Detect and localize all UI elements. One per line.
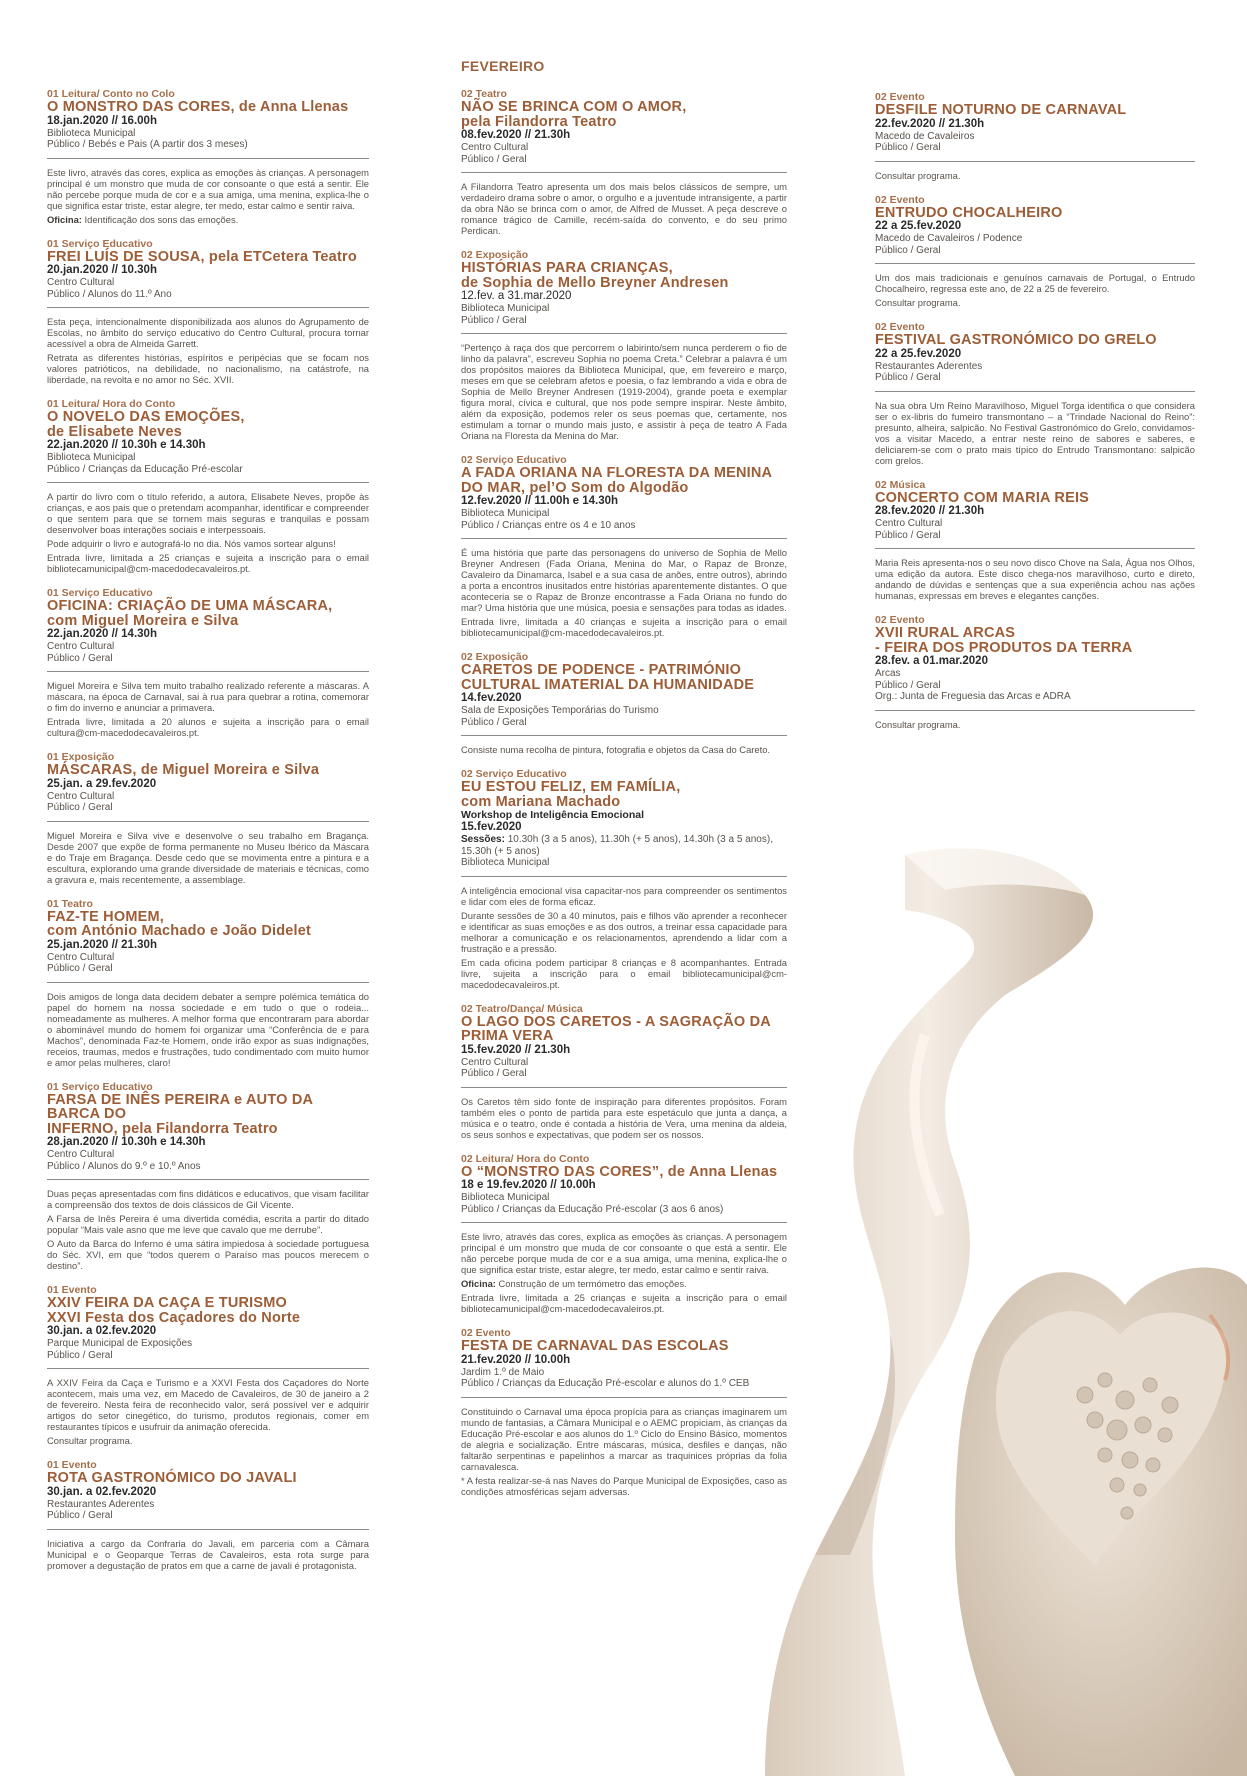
description-paragraph: Em cada oficina podem participar 8 crianças e 8 acompanhantes. Entrada livre, sujeita a inscrição para o email bibliotecamunicipal@cm-macedodecavaleiros.pt. [461,956,787,990]
event-title: CARETOS DE PODENCE - PATRIMÓNIO [461,662,742,678]
divider [875,263,1195,264]
event-title: O NOVELO DAS EMOÇÕES, [47,409,245,425]
event-title: XXIV FEIRA DA CAÇA E TURISMO [47,1295,288,1311]
description-paragraph: Pode adquirir o livro e autografá-lo no dia. Nós vamos sortear alguns! [47,538,336,549]
event-info: Público / Geral [47,1349,113,1361]
event-entry [875,614,1195,730]
description-paragraph: * A festa realizar-se-á nas Naves do Parque Municipal de Exposições, caso as condições atmosféricas sejam adversas. [461,1474,787,1497]
event-title: CULTURAL IMATERIAL DA HUMANIDADE [461,676,755,693]
event-description [461,1406,787,1497]
event-title: ENTRUDO CHOCALHEIRO [875,204,1063,221]
event-date: 28.fev. a 01.mar.2020 [875,655,988,667]
event-title: OFICINA: CRIAÇÃO DE UMA MÁSCARA, [47,598,333,614]
event-date: 12.fev.2020 // 11.00h e 14.30h [461,495,619,507]
divider [461,538,787,539]
event-title: INFERNO, pela Filandorra Teatro [47,1120,278,1137]
divider [47,671,369,672]
event-info: Biblioteca Municipal [461,508,550,519]
oficina-label: Oficina: [461,1278,496,1289]
description-paragraph: A inteligência emocional visa capacitar-nos para compreender os sentimentos e lidar com eles de forma eficaz. [461,884,787,907]
event-title: FARSA DE INÊS PEREIRA e AUTO DA BARCA DO [47,1091,313,1122]
oficina-note [47,214,369,225]
event-title: EU ESTOU FELIZ, EM FAMÍLIA, [461,779,681,795]
event-category: 01 Evento [47,1284,97,1296]
event-info: Centro Cultural [47,790,115,802]
event-description [47,1538,369,1571]
divider [875,710,1195,711]
description-paragraph: Constituindo o Carnaval uma época propícia para as crianças imaginarem um mundo de fantasias, a Câmara Municipal e o AEMC propiciam, às crianças da Educação Pré-escolar e aos alunos do 1.º Ciclo do Ensino Básico, momentos de alegria e socialização. Entre máscaras, música, desfiles e danças, não faltarão serpentinas e papelinhos a marcar as traquinices próprias da folia carnavalesca. [461,1405,787,1472]
event-description [47,167,369,225]
event-title: DESFILE NOTURNO DE CARNAVAL [875,102,1127,118]
event-info: Jardim 1.º de Maio [461,1366,545,1378]
event-date: 15.fev.2020 [461,821,522,833]
event-entry [47,898,369,1068]
event-title: HISTÓRIAS PARA CRIANÇAS, [461,260,673,276]
event-info: Público / Crianças da Educação Pré-escolar e alunos do 1.º CEB [461,1378,750,1389]
divider [461,1087,787,1088]
event-info: Restaurantes Aderentes [47,1498,155,1510]
event-info: Biblioteca Municipal [47,452,136,463]
event-info: Arcas [875,668,901,679]
event-entry [461,651,787,755]
divider [47,482,369,483]
event-description [47,1188,369,1271]
event-title: de Elisabete Neves [47,423,182,440]
event-title: com Mariana Machado [461,793,621,810]
event-category: 02 Leitura/ Hora do Conto [461,1152,590,1165]
event-title: DO MAR, pel’O Som do Algodão [461,479,689,496]
event-title: XXVI Festa dos Caçadores do Norte [47,1309,301,1326]
event-info: Público / Geral [47,652,113,664]
event-date: 22.fev.2020 // 21.30h [875,117,985,130]
event-entry [47,1081,369,1272]
event-info: Biblioteca Municipal [461,857,550,868]
event-title: - FEIRA DOS PRODUTOS DA TERRA [875,639,1133,656]
divider [875,548,1195,549]
event-title: pela Filandorra Teatro [461,113,617,130]
event-date: 22.jan.2020 // 14.30h [47,628,157,640]
event-category: 02 Serviço Educativo [461,454,567,466]
event-title: O MONSTRO DAS CORES, de Anna Llenas [47,99,349,115]
event-entry [461,454,787,638]
description-paragraph: Consultar programa. [875,718,961,730]
divider [461,1222,787,1223]
event-info: Público / Crianças entre os 4 e 10 anos [461,519,636,531]
event-date: 22 a 25.fev.2020 [875,220,962,232]
event-entry [461,249,787,441]
event-entry [47,751,369,885]
description-paragraph: A partir do livro com o título referido, a autora, Elisabete Neves, propõe às crianças, e aos pais que o pretendam acompanhar, identificar e compreender o que sentem para que se tornem mais seguras e tranquilas e possam desenvolver boas interações sociais e interpessoais. [47,491,369,535]
event-date: 20.jan.2020 // 10.30h [47,264,157,276]
event-date: 30.jan. a 02.fev.2020 [47,1325,157,1337]
event-date: 18 e 19.fev.2020 // 10.00h [461,1179,596,1191]
event-title: NÃO SE BRINCA COM O AMOR, [461,99,687,115]
description-paragraph: Retrata as diferentes histórias, espíritos e peripécias que se focam nos valores patrióticos, na debilidade, no nacionalismo, na catástrofe, na liberdade, na revolta e no amor no Séc. XVII. [47,352,369,385]
event-date: 28.fev.2020 // 21.30h [875,505,985,517]
description-paragraph: Entrada livre, limitada a 40 crianças e sujeita a inscrição para o email bibliotecamunicipal@cm-macedodecavaleiros.pt. [461,616,787,638]
event-description [875,272,1195,308]
event-info: Público / Crianças da Educação Pré-escolar (3 aos 6 anos) [461,1203,724,1215]
event-title: O “MONSTRO DAS CORES”, de Anna Llenas [461,1163,778,1180]
event-description [461,1231,787,1314]
event-date: 30.jan. a 02.fev.2020 [47,1485,157,1498]
divider [461,1397,787,1398]
event-info: Público / Bebés e Pais (A partir dos 3 meses) [47,139,248,150]
event-info: Centro Cultural [875,518,943,529]
description-paragraph: Consiste numa recolha de pintura, fotografia e objetos da Casa do Careto. [461,744,771,755]
event-category: 02 Exposição [461,249,529,261]
event-info: Público / Geral [461,716,527,728]
description-paragraph: Consultar programa. [875,169,961,181]
event-sessions [461,834,787,857]
event-description [461,1096,787,1140]
event-entry [47,88,369,225]
event-category: 01 Serviço Educativo [47,587,153,599]
event-description [875,170,1195,181]
event-info: Público / Alunos do 9.º e 10.º Anos [47,1160,201,1172]
event-category: 01 Exposição [47,751,115,763]
event-info: Centro Cultural [47,1149,115,1160]
description-paragraph: “Pertenço à raça dos que percorrem o labirinto/sem nunca perderem o fio de linho da palavra”, escreveu Sophia no poema Creta.” Celebrar a palavra é um dos propósitos maiores da Biblioteca Municipal, que, em fevereiro e março, meses em que se celebram afetos e poesia, o faz lembrando a vida e obra de Sophia de Mello Breyner Andresen (1919-2004), grande poeta e exemplar figura moral, cívica e cultural, que nos pode sempre inspirar. Neste âmbito, além da exposição, podemos reler os seus poemas que, certamente, nos estimulam a tornar o mundo mais justo, e assistir à peça de teatro A Fada Oriana na Floresta da Menina do Mar. [461,342,787,441]
event-category: 02 Serviço Educativo [461,768,567,780]
description-paragraph: Na sua obra Um Reino Maravilhoso, Miguel Torga identifica o que considera ser o ex-libris do fumeiro transmontano – a “Trindade Nacional do Reino”: presunto, alheira, salpicão. No Festival Gastronómico do Grelo, convidamos-vos a visitar Macedo, a entrar neste reino de sabores e saberes, e deliciarem-se com o prato mais típico do Entrudo Transmontano: salpicão com grelos. [875,399,1195,466]
description-paragraph: Maria Reis apresenta-nos o seu novo disco Chove na Sala, Água nos Olhos, uma edição da autora. Este disco chega-nos maravilhoso, curto e direto, andando de dúvidas e sentenças que a sua experiência achou nas ações humanas, expressas em breves e elegantes canções. [875,557,1195,601]
event-title: XVII RURAL ARCAS [875,625,1016,641]
event-date: 15.fev.2020 // 21.30h [461,1043,571,1056]
event-title: FESTA DE CARNAVAL DAS ESCOLAS [461,1338,729,1354]
description-paragraph: A Farsa de Inês Pereira é uma divertida comédia, escrita a partir do ditado popular “Mais vale asno que me leve que cavalo que me derrube”. [47,1213,369,1235]
description-paragraph: Durante sessões de 30 a 40 minutos, pais e filhos vão aprender a reconhecer e identificar as suas emoções e as dos outros, a treinar essa capacidade para melhorar a comunicação e os relacionamentos, aprendendo a lidar com a frustração e a pressão. [461,909,787,954]
event-info: Org.: Junta de Freguesia das Arcas e ADRA [875,691,1071,702]
event-info: Biblioteca Municipal [47,127,136,139]
event-info: Restaurantes Aderentes [875,360,983,372]
event-description [461,885,787,990]
marble-sculpture-image [755,835,1247,1776]
divider [47,1368,369,1369]
event-date: 08.fev.2020 // 21.30h [461,129,571,141]
event-entry [461,88,787,236]
event-date: 22 a 25.fev.2020 [875,347,962,360]
event-info: Público / Geral [47,1510,113,1521]
description-paragraph: Iniciativa a cargo da Confraria do Javali, em parceria com a Câmara Municipal e o Geoparque Terras de Cavaleiros, esta rota surge para promover a degustação de pratos em que a carne de javali é protagonista. [47,1537,369,1571]
sessions-text: 10.30h (3 a 5 anos), 11.30h (+ 5 anos), 14.30h (3 a 5 anos), 15.30h (+ 5 anos) [461,834,773,857]
event-date: 18.jan.2020 // 16.00h [47,114,157,127]
event-date: 25.jan. a 29.fev.2020 [47,777,157,790]
description-paragraph: Um dos mais tradicionais e genuínos carnavais de Portugal, o Entrudo Chocalheiro, regressa este ano, de 22 a 25 de fevereiro. [875,272,1195,294]
event-date: 22.jan.2020 // 10.30h e 14.30h [47,439,206,451]
event-info: Macedo de Cavaleiros [875,130,975,142]
divider [461,172,787,173]
description-paragraph: A Filandorra Teatro apresenta um dos mais belos clássicos de sempre, um verdadeiro drama sobre o amor, o orgulho e a juventude intransigente, a partir da obra Não se brinca com o amor, de Alfred de Musset. A peça descreve o romance trágico de Camille, recém-saída do convento, e do seu primo Perdican. [461,181,787,236]
event-entry [875,194,1195,309]
description-paragraph: Consultar programa. [47,1435,133,1446]
event-category: 02 Evento [875,321,925,333]
event-info: Parque Municipal de Exposições [47,1338,193,1349]
description-paragraph: Entrada livre, limitada a 25 crianças e sujeita a inscrição para o email bibliotecamunicipal@cm-macedodecavaleiros.pt. [461,1292,787,1314]
event-category: 02 Exposição [461,651,529,663]
description-paragraph: A XXIV Feira da Caça e Turismo e a XXVI Festa dos Caçadores do Norte acontecem, mais uma vez, em Macedo de Cavaleiros, de 30 de janeiro a 2 de fevereiro. Nesta feira de reconhecido valor, será possível ver e adquirir artigos do setor cinegético, do turismo, produtos regionais, comer em restaurantes típicos e usufruir da animação oferecida. [47,1377,369,1432]
event-title: A FADA ORIANA NA FLORESTA DA MENINA [461,465,773,481]
sessions-label: Sessões: [461,834,505,845]
event-date: 14.fev.2020 [461,692,522,704]
event-date: 28.jan.2020 // 10.30h e 14.30h [47,1136,206,1148]
oficina-note [461,1278,787,1289]
event-info: Público / Crianças da Educação Pré-escolar [47,463,243,475]
event-category: 01 Serviço Educativo [47,237,153,250]
event-entry [47,238,369,386]
event-description [461,744,787,755]
event-description [875,719,1195,730]
event-category: 02 Música [875,478,926,491]
description-paragraph: Este livro, através das cores, explica as emoções às crianças. A personagem principal é um monstro que muda de cor consoante o que está a sentir. Ele não percebe porque muda de cor e a sua amiga, uma menina, explica-lhe o que significa estar triste, estar alegre, ter medo, estar calmo e sentir raiva. [47,166,369,211]
event-entry [461,1327,787,1497]
event-info: Público / Alunos do 11.º Ano [47,288,172,300]
divider [875,391,1195,392]
event-subtitle: Workshop de Inteligência Emocional [461,809,645,821]
event-category: 01 Evento [47,1459,97,1471]
event-category: 02 Evento [875,193,925,206]
event-category: 01 Teatro [47,897,93,910]
event-entry [461,1153,787,1315]
description-paragraph: Dois amigos de longa data decidem debater a sempre polémica temática do papel do homem na nossa sociedade e em tudo o que o rodeia... nomeadamente as mulheres. A melhor forma que encontraram para abordar o abominável mundo do homem foi organizar uma “Conferência de e para Machos”, denominada Faz-te Homem, onde irão expor as suas indignações, receios, traumas, medos e frustrações, tudo condimentado com muito humor e amor pelas mulheres, claro! [47,990,369,1068]
event-info: Sala de Exposições Temporárias do Turismo [461,705,659,716]
february-events [461,88,787,1497]
divider [461,333,787,334]
event-info: Biblioteca Municipal [461,303,550,314]
event-entry [47,1284,369,1446]
description-paragraph: Este livro, através das cores, explica as emoções às crianças. A personagem principal é um monstro que muda de cor consoante o que está a sentir. Ele não percebe porque muda de cor e a sua amiga, uma menina, explica-lhe o que significa estar triste, estar alegre, ter medo, estar calmo e sentir raiva. [461,1231,787,1275]
divider [47,1529,369,1530]
event-info: Público / Geral [461,153,527,165]
event-info: Centro Cultural [461,142,529,153]
event-info: Público / Geral [461,314,527,326]
event-category: 02 Teatro/Dança/ Música [461,1002,583,1015]
event-title: O LAGO DOS CARETOS - A SAGRAÇÃO DA [461,1013,771,1030]
event-info: Macedo de Cavaleiros / Podence [875,233,1023,244]
event-description [47,491,369,574]
event-info: Público / Geral [47,802,113,813]
event-entry [47,398,369,574]
event-title: MÁSCARAS, de Miguel Moreira e Silva [47,762,320,778]
event-category: 01 Leitura/ Hora do Conto [47,398,176,410]
event-info: Público / Geral [47,963,113,974]
divider [47,982,369,983]
column-february [461,58,787,1510]
event-date: 25.jan.2020 // 21.30h [47,938,157,951]
event-description [47,680,369,738]
event-entry [47,1459,369,1571]
event-title: PRIMA VERA [461,1028,554,1044]
event-title: CONCERTO COM MARIA REIS [875,489,1090,506]
divider [461,876,787,877]
event-title: ROTA GASTRONÓMICO DO JAVALI [47,1470,297,1486]
event-entry [47,587,369,738]
event-info: Público / Geral [875,244,941,256]
event-category: 02 Evento [875,91,925,103]
event-description [875,400,1195,466]
event-title: FAZ-TE HOMEM, [47,908,164,925]
event-title: FREI LUÍS DE SOUSA, pela ETCetera Teatro [47,248,357,265]
event-entry [875,91,1195,181]
event-info: Público / Geral [875,679,941,691]
description-paragraph: Consultar programa. [875,297,961,308]
event-description [461,547,787,638]
event-description [47,316,369,385]
event-category: 02 Teatro [461,88,507,100]
oficina-text: Construção de um termómetro das emoções. [495,1278,687,1289]
divider [47,821,369,822]
divider [461,735,787,736]
event-category: 01 Leitura/ Conto no Colo [47,88,175,100]
event-title: com Miguel Moreira e Silva [47,612,239,629]
event-info: Centro Cultural [47,641,115,652]
event-description [875,557,1195,601]
description-paragraph: Esta peça, intencionalmente disponibilizada aos alunos do Agrupamento de Escolas, no âmbito do serviço educativo do Centro Cultural, procura tornar acessível a obra de Almeida Garrett. [47,316,369,349]
description-paragraph: Entrada livre, limitada a 20 alunos e sujeita a inscrição para o email cultura@cm-macedodecavaleiros.pt. [47,716,369,738]
divider [875,161,1195,162]
event-entry [461,768,787,990]
event-description [461,181,787,236]
event-info: Público / Geral [875,529,941,541]
event-description [47,830,369,885]
event-info: Público / Geral [875,372,941,383]
divider [47,307,369,308]
event-title: com António Machado e João Didelet [47,923,312,939]
description-paragraph: Os Caretos têm sido fonte de inspiração para diferentes propósitos. Foram também eles o ponto de partida para este espetáculo que junta a dança, a música e o teatro, onde é contada a história de Vera, uma menina da aldeia, os seus sonhos e expectativas, que podem ser os nossos. [461,1095,787,1140]
event-info: Biblioteca Municipal [461,1192,550,1203]
event-entry [875,321,1195,466]
event-category: 01 Serviço Educativo [47,1080,153,1093]
description-paragraph: Duas peças apresentadas com fins didáticos e educativos, que visam facilitar a compreensão dos textos de dois clássicos de Gil Vicente. [47,1188,369,1210]
divider [47,1179,369,1180]
event-description [461,342,787,441]
event-info: Público / Geral [875,142,941,153]
event-entry [461,1003,787,1140]
column-february-late [875,91,1195,743]
event-category: 02 Evento [461,1327,511,1339]
event-title: de Sophia de Mello Breyner Andresen [461,274,729,291]
oficina-text: Identificação dos sons das emoções. [81,213,239,225]
description-paragraph: Miguel Moreira e Silva tem muito trabalho realizado referente a máscaras. A máscara, na época de Carnaval, sai à rua para quebrar a rotina, comemorar o fim do inverno e anunciar a primavera. [47,680,369,713]
event-info: Centro Cultural [461,1056,529,1068]
event-info: Centro Cultural [47,951,115,963]
event-category: 02 Evento [875,614,925,626]
oficina-label: Oficina: [47,213,82,225]
event-info: Centro Cultural [47,277,115,288]
description-paragraph: Miguel Moreira e Silva vive e desenvolve o seu trabalho em Bragança. Desde 2007 que expõe de forma permanente no Museu Ibérico da Máscara e do Traje em Bragança. Desde cedo que se movimenta entre a pintura e a escultura, explorando uma grande diversidade de materiais e técnicas, como a gravura e, mais recentemente, a assemblage. [47,829,369,885]
event-description [47,991,369,1068]
event-date: 12.fev. a 31.mar.2020 [461,290,572,302]
event-description [47,1377,369,1446]
event-info: Público / Geral [461,1068,527,1079]
description-paragraph: Entrada livre, limitada a 25 crianças e sujeita a inscrição para o email bibliotecamunicipal@cm-macedodecavaleiros.pt. [47,552,369,574]
description-paragraph: O Auto da Barca do Inferno é uma sátira impiedosa à sociedade portuguesa do Séc. XVI, em que “todos querem o Paraíso mas poucos merecem o destino”. [47,1238,369,1271]
description-paragraph: É uma história que parte das personagens do universo de Sophia de Mello Breyner Andresen (Fada Oriana, Menina do Mar, o Rapaz de Bronze, Cavaleiro da Dinamarca, Isabel e a sua casa de anões, entre outros), abrindo a porta a encontros inusitados entre histórias aparentemente distantes. O que aconteceria se o Rapaz de Bronze encontrasse a Fada Oriana no fundo do mar? Uma história que une música, poesia e sensações para todas as idades. [461,547,787,613]
event-date: 21.fev.2020 // 10.00h [461,1353,571,1366]
event-title: FESTIVAL GASTRONÓMICO DO GRELO [875,332,1157,348]
event-entry [875,479,1195,602]
column-january [47,88,369,1584]
month-heading: FEVEREIRO [461,58,545,74]
divider [47,158,369,159]
